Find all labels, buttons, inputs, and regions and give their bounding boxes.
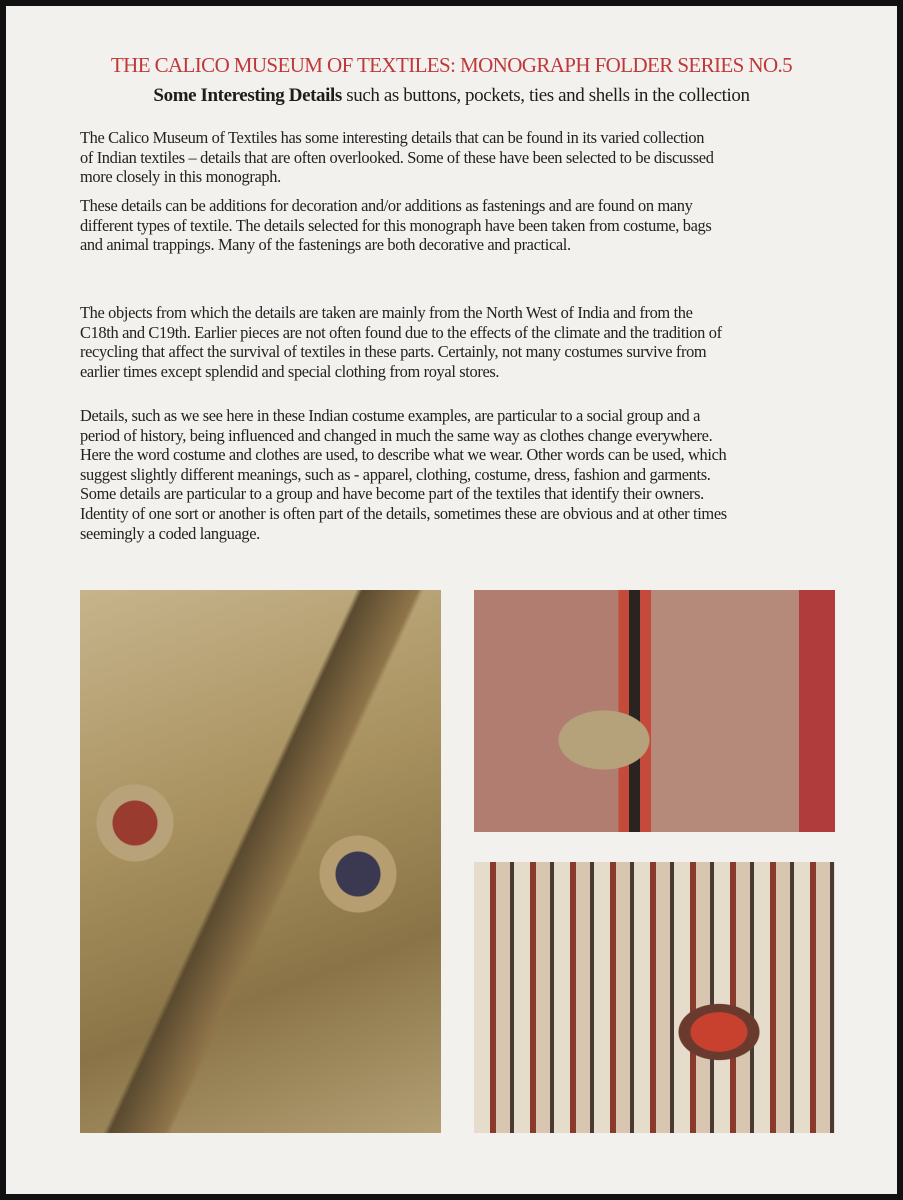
text-line: more closely in this monograph.	[80, 167, 281, 187]
text-line: The objects from which the details are taken are mainly from the North West of India and from the	[80, 303, 693, 322]
page-title: THE CALICO MUSEUM OF TEXTILES: MONOGRAPH FOLDER SERIES NO.5	[110, 53, 793, 77]
paragraph-1	[80, 128, 840, 187]
text-line: and animal trappings. Many of the fastenings are both decorative and practical.	[80, 235, 571, 255]
subtitle-bold: Some Interesting Details	[153, 85, 342, 106]
photo-gold-robe-tassels	[80, 590, 441, 1133]
text-line: These details can be additions for decoration and/or additions as fastenings and are found on many	[80, 196, 693, 215]
text-line: recycling that affect the survival of textiles in these parts. Certainly, not many costumes survive from	[80, 342, 707, 362]
text-line: Here the word costume and clothes are used, to describe what we wear. Other words can be used, which	[80, 445, 727, 465]
text-line: Some details are particular to a group and have become part of the textiles that identify their owners.	[80, 484, 704, 504]
text-line: seemingly a coded language.	[80, 523, 260, 543]
text-line: Details, such as we see here in these Indian costume examples, are particular to a social group and a	[80, 406, 701, 425]
photo-striped-textile-loop	[474, 862, 835, 1133]
page-subtitle	[0, 85, 903, 107]
subtitle-rest: such as buttons, pockets, ties and shells in the collection	[341, 85, 750, 106]
paragraph-3	[80, 303, 840, 381]
text-line: different types of textile. The details selected for this monograph have been taken from costume, bags	[80, 215, 712, 235]
text-line: suggest slightly different meanings, such as - apparel, clothing, costume, dress, fashion and garments.	[80, 464, 711, 484]
paragraph-4	[80, 406, 840, 543]
photo-knotted-button-fastening	[474, 590, 835, 832]
text-line: Identity of one sort or another is often part of the details, sometimes these are obvious and at other times	[80, 503, 727, 523]
text-line: earlier times except splendid and special clothing from royal stores.	[80, 361, 500, 381]
text-line: period of history, being influenced and changed in much the same way as clothes change everywhere.	[80, 425, 713, 445]
text-line: of Indian textiles – details that are often overlooked. Some of these have been selected to be discussed	[80, 147, 714, 167]
paragraph-2	[80, 196, 840, 255]
text-line: C18th and C19th. Earlier pieces are not often found due to the effects of the climate and the tradition of	[80, 322, 722, 342]
text-line: The Calico Museum of Textiles has some interesting details that can be found in its varied collection	[80, 128, 705, 147]
